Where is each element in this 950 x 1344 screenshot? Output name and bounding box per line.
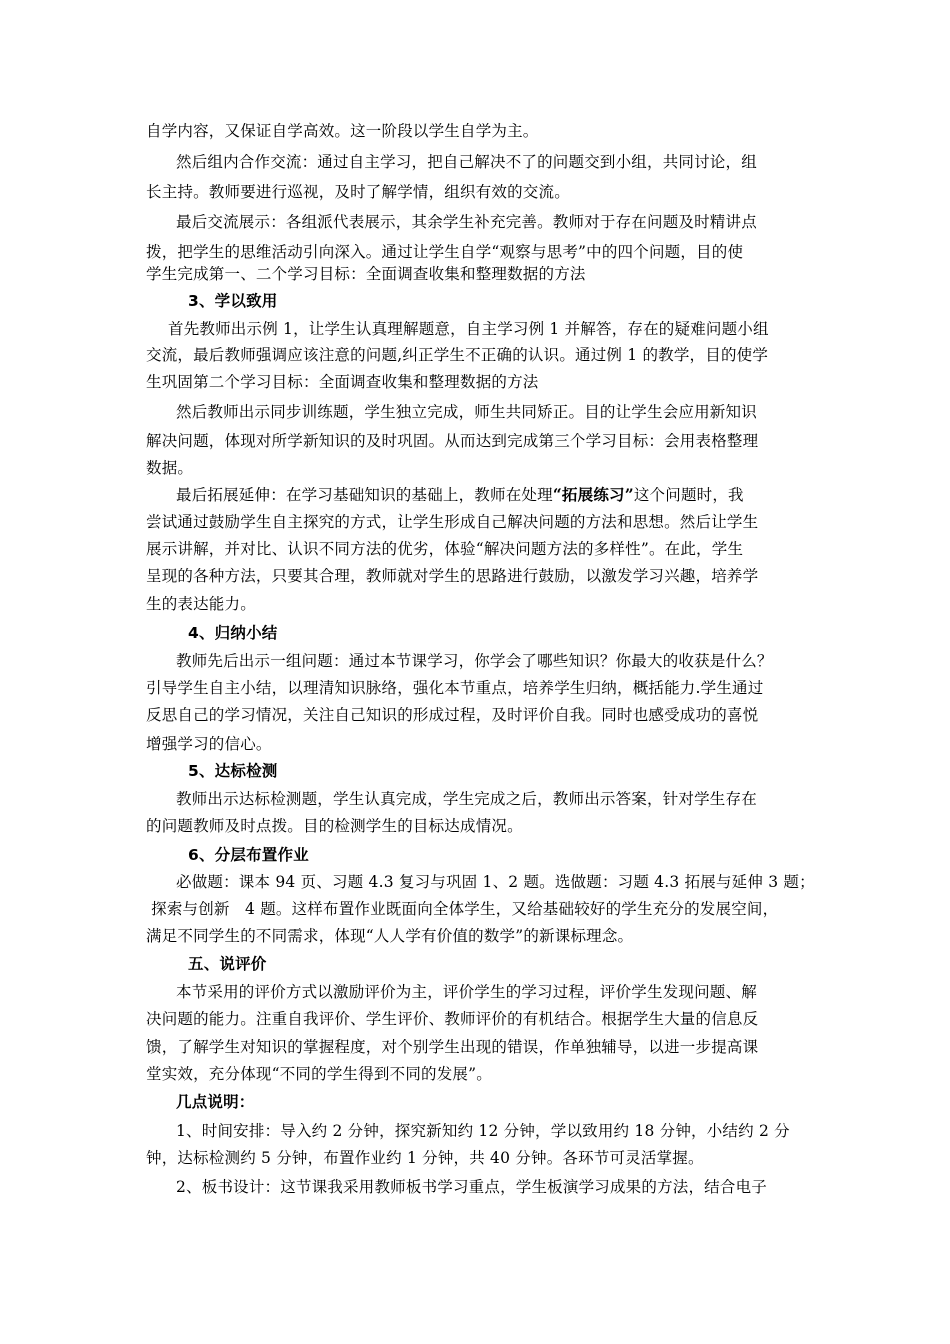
bold-term: “拓展练习”: [552, 485, 634, 504]
paragraph-line: 生的表达能力。: [146, 595, 256, 613]
paragraph-line: 引导学生自主小结，以理清知识脉络，强化本节重点，培养学生归纳，概括能力.学生通过: [146, 679, 764, 697]
paragraph-line: 教师先后出示一组问题：通过本节课学习，你学会了哪些知识？你最大的收获是什么？: [176, 652, 773, 670]
paragraph-line: 本节采用的评价方式以激励评价为主，评价学生的学习过程，评价学生发现问题、解: [176, 983, 757, 1001]
paragraph-line: 拨，把学生的思维活动引向深入。通过让学生自学“观察与思考”中的四个问题，目的使: [146, 243, 744, 261]
paragraph-line: 探索与创新 4 题。这样布置作业既面向全体学生，又给基础较好的学生充分的发展空间，: [146, 900, 779, 918]
paragraph-line: 反思自己的学习情况，关注自己知识的形成过程，及时评价自我。同时也感受成功的喜悦: [146, 706, 759, 724]
paragraph-line: 呈现的各种方法，只要其合理，教师就对学生的思路进行鼓励，以激发学习兴趣，培养学: [146, 567, 759, 585]
paragraph-line: 数据。: [146, 459, 194, 477]
paragraph-line: 然后组内合作交流：通过自主学习，把自己解决不了的问题交到小组，共同讨论，组: [176, 153, 757, 171]
text-segment: 最后拓展延伸：在学习基础知识的基础上，教师在处理: [176, 486, 553, 504]
paragraph-line: 2、板书设计：这节课我采用教师板书学习重点，学生板演学习成果的方法，结合电子: [176, 1178, 767, 1196]
paragraph-line: 解决问题，体现对所学新知识的及时巩固。从而达到完成第三个学习目标：会用表格整理: [146, 432, 759, 450]
paragraph-line: 满足不同学生的不同需求，体现“人人学有价值的数学”的新课标理念。: [146, 927, 634, 945]
section-heading: 4、归纳小结: [188, 624, 278, 642]
paragraph-line: 学生完成第一、二个学习目标：全面调查收集和整理数据的方法: [146, 265, 586, 283]
text-segment: 这个问题时，我: [633, 486, 744, 504]
section-heading: 6、分层布置作业: [188, 846, 309, 864]
paragraph-line: 展示讲解，并对比、认识不同方法的优劣，体验“解决问题方法的多样性”。在此，学生: [146, 540, 744, 558]
paragraph-line: 馈，了解学生对知识的掌握程度，对个别学生出现的错误，作单独辅导，以进一步提高课: [146, 1038, 759, 1056]
paragraph-line: 自学内容，又保证自学高效。这一阶段以学生自学为主。: [146, 122, 539, 140]
paragraph-line: 长主持。教师要进行巡视，及时了解学情，组织有效的交流。: [146, 183, 570, 201]
paragraph-line: 生巩固第二个学习目标：全面调查收集和整理数据的方法: [146, 373, 539, 391]
section-heading: 几点说明：: [176, 1093, 255, 1111]
section-heading: 5、达标检测: [188, 762, 278, 780]
section-heading: 3、学以致用: [188, 292, 278, 310]
paragraph-line: 教师出示达标检测题，学生认真完成，学生完成之后，教师出示答案，针对学生存在: [176, 790, 757, 808]
paragraph-line: 堂实效，充分体现“不同的学生得到不同的发展”。: [146, 1065, 492, 1083]
paragraph-line: 1、时间安排：导入约 2 分钟，探究新知约 12 分钟，学以致用约 18 分钟，小结约 2 分: [176, 1122, 790, 1140]
paragraph-line: 交流，最后教师强调应该注意的问题,纠正学生不正确的认识。通过例 1 的教学，目的使学: [146, 346, 769, 364]
paragraph-line: 首先教师出示例 1，让学生认真理解题意，自主学习例 1 并解答，存在的疑难问题小组: [168, 320, 769, 338]
paragraph-line: 必做题：课本 94 页、习题 4.3 复习与巩固 1、2 题。选做题：习题 4.3 拓展与延伸 3 题；: [176, 873, 815, 891]
paragraph-line: 然后教师出示同步训练题，学生独立完成，师生共同矫正。目的让学生会应用新知识: [176, 403, 757, 421]
paragraph-line: 的问题教师及时点拨。目的检测学生的目标达成情况。: [146, 817, 523, 835]
paragraph-line: 增强学习的信心。: [146, 735, 272, 753]
paragraph-line: 钟，达标检测约 5 分钟，布置作业约 1 分钟，共 40 分钟。各环节可灵活掌握。: [146, 1149, 704, 1167]
section-heading: 五、说评价: [188, 955, 267, 973]
paragraph-line: 决问题的能力。注重自我评价、学生评价、教师评价的有机结合。根据学生大量的信息反: [146, 1010, 759, 1028]
paragraph-line: [176, 484, 744, 506]
paragraph-line: 尝试通过鼓励学生自主探究的方式，让学生形成自己解决问题的方法和思想。然后让学生: [146, 513, 759, 531]
paragraph-line: 最后交流展示：各组派代表展示，其余学生补充完善。教师对于存在问题及时精讲点: [176, 213, 757, 231]
